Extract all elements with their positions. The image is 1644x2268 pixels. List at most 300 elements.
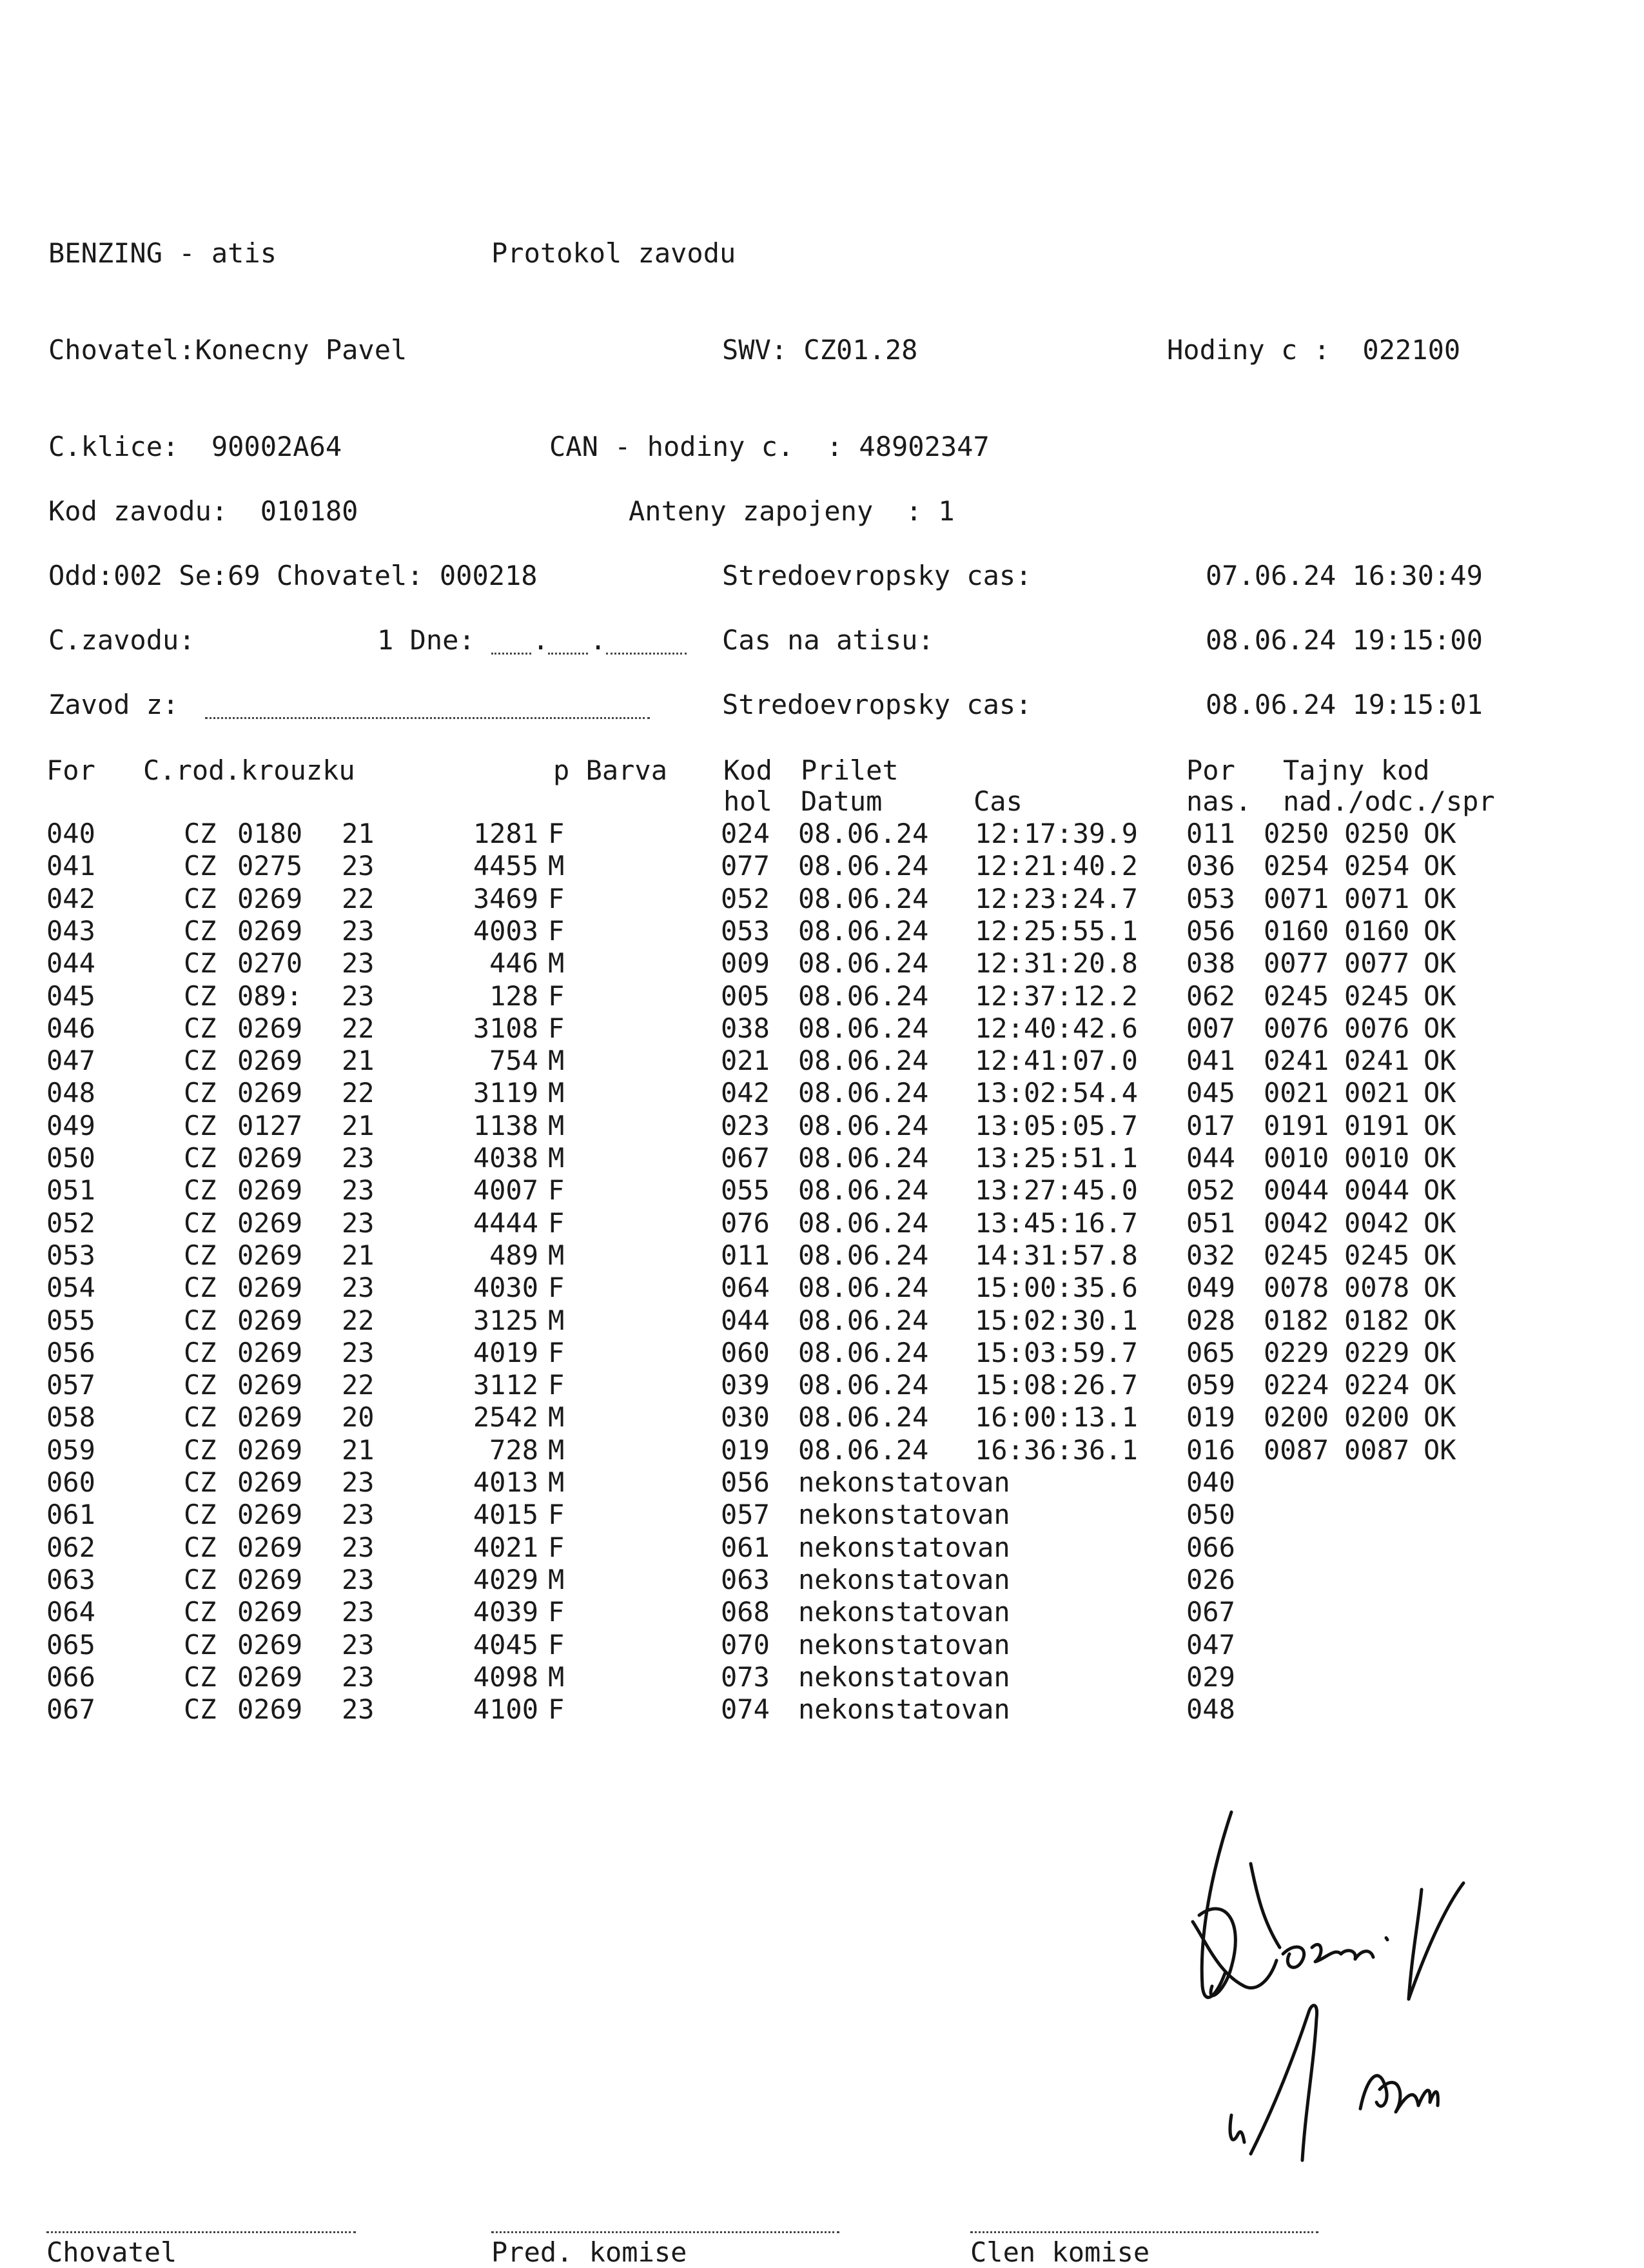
cell-datum: 08.06.24 (798, 1045, 929, 1076)
cell-spr: OK (1424, 1207, 1456, 1239)
cell-country: CZ (184, 1661, 217, 1693)
cell-odc: 0245 (1344, 1239, 1410, 1271)
cell-nas: 045 (1186, 1077, 1235, 1109)
cell-kod: 039 (721, 1369, 770, 1401)
cell-kod: 055 (721, 1174, 770, 1206)
cell-kod: 060 (721, 1337, 770, 1368)
cell-num: 4019 (473, 1337, 538, 1368)
odd-info: Odd:002 Se:69 Chovatel: 000218 (48, 560, 538, 591)
zavod-z-label: Zavod z: (48, 689, 179, 720)
cell-sex: M (548, 1466, 565, 1498)
cell-nad: 0010 (1264, 1142, 1329, 1174)
cell-datum: nekonstatovan (798, 1629, 1010, 1661)
cas-atisu-value: 08.06.24 19:15:00 (1206, 624, 1483, 656)
cell-year: 23 (342, 1207, 375, 1239)
klice-info: C.klice: 90002A64 (48, 431, 342, 462)
cell-datum: nekonstatovan (798, 1466, 1010, 1498)
cell-sex: F (548, 1532, 565, 1563)
cell-country: CZ (184, 1305, 217, 1336)
cell-odc: 0078 (1344, 1272, 1410, 1303)
cell-org: 0269 (237, 883, 303, 914)
stredo-label-2: Stredoevropsky cas: (722, 689, 1032, 720)
cell-country: CZ (184, 1045, 217, 1076)
cell-nad: 0254 (1264, 850, 1329, 882)
cell-datum: 08.06.24 (798, 850, 929, 882)
cell-num: 4003 (473, 915, 538, 947)
cell-sex: M (548, 1661, 565, 1693)
cell-kod: 076 (721, 1207, 770, 1239)
cell-sex: M (548, 1305, 565, 1336)
cell-por: 042 (46, 883, 95, 914)
cell-cas: 16:00:13.1 (975, 1401, 1138, 1433)
cell-por: 045 (46, 980, 95, 1012)
cell-year: 21 (342, 818, 375, 849)
cell-country: CZ (184, 1596, 217, 1628)
cell-datum: nekonstatovan (798, 1693, 1010, 1725)
cell-num: 4021 (473, 1532, 538, 1563)
cell-nas: 026 (1186, 1564, 1235, 1595)
cell-sex: M (548, 1239, 565, 1271)
cell-num: 446 (489, 947, 538, 979)
col-header-p-barva: p Barva (553, 754, 668, 786)
cell-kod: 053 (721, 915, 770, 947)
cell-kod: 009 (721, 947, 770, 979)
cell-datum: 08.06.24 (798, 1012, 929, 1044)
cell-org: 0269 (237, 1596, 303, 1628)
cell-country: CZ (184, 1077, 217, 1109)
cell-cas: 13:27:45.0 (975, 1174, 1138, 1206)
cell-country: CZ (184, 1434, 217, 1466)
sig-line-chovatel (46, 2231, 356, 2233)
cell-datum: 08.06.24 (798, 1401, 929, 1433)
cell-kod: 019 (721, 1434, 770, 1466)
cell-por: 053 (46, 1239, 95, 1271)
date-blank-month (548, 653, 588, 655)
cell-year: 21 (342, 1239, 375, 1271)
cell-year: 23 (342, 1272, 375, 1303)
cell-nad: 0182 (1264, 1305, 1329, 1336)
signature-2 (1212, 1973, 1470, 2167)
cell-datum: 08.06.24 (798, 1305, 929, 1336)
kod-zavodu-info: Kod zavodu: 010180 (48, 495, 358, 527)
cell-sex: F (548, 1337, 565, 1368)
cell-num: 4045 (473, 1629, 538, 1661)
cell-num: 4039 (473, 1596, 538, 1628)
cell-por: 065 (46, 1629, 95, 1661)
col-header-kod: Kod (723, 754, 772, 786)
cell-org: 0269 (237, 1434, 303, 1466)
cell-odc: 0010 (1344, 1142, 1410, 1174)
cell-odc: 0076 (1344, 1012, 1410, 1044)
cell-num: 4013 (473, 1466, 538, 1498)
cell-por: 050 (46, 1142, 95, 1174)
cell-odc: 0224 (1344, 1369, 1410, 1401)
cell-spr: OK (1424, 915, 1456, 947)
cell-por: 059 (46, 1434, 95, 1466)
cell-nas: 048 (1186, 1693, 1235, 1725)
cell-year: 23 (342, 980, 375, 1012)
cell-kod: 052 (721, 883, 770, 914)
cell-kod: 068 (721, 1596, 770, 1628)
cell-kod: 070 (721, 1629, 770, 1661)
cell-odc: 0182 (1344, 1305, 1410, 1336)
cell-odc: 0245 (1344, 980, 1410, 1012)
cell-country: CZ (184, 1564, 217, 1595)
cell-cas: 15:00:35.6 (975, 1272, 1138, 1303)
cell-spr: OK (1424, 1369, 1456, 1401)
cell-nas: 062 (1186, 980, 1235, 1012)
cell-country: CZ (184, 1693, 217, 1725)
cell-nad: 0191 (1264, 1110, 1329, 1141)
cell-num: 4007 (473, 1174, 538, 1206)
cell-spr: OK (1424, 1142, 1456, 1174)
cell-datum: nekonstatovan (798, 1564, 1010, 1595)
cell-nad: 0241 (1264, 1045, 1329, 1076)
c-zavodu-value: 1 Dne: (377, 624, 475, 656)
cell-cas: 15:03:59.7 (975, 1337, 1138, 1368)
cell-odc: 0191 (1344, 1110, 1410, 1141)
cell-kod: 038 (721, 1012, 770, 1044)
cell-country: CZ (184, 1337, 217, 1368)
cell-nas: 041 (1186, 1045, 1235, 1076)
cell-nas: 053 (1186, 883, 1235, 914)
cell-por: 062 (46, 1532, 95, 1563)
cell-por: 043 (46, 915, 95, 947)
cell-nas: 028 (1186, 1305, 1235, 1336)
cell-num: 128 (489, 980, 538, 1012)
cell-cas: 12:21:40.2 (975, 850, 1138, 882)
cell-nas: 067 (1186, 1596, 1235, 1628)
cell-cas: 13:45:16.7 (975, 1207, 1138, 1239)
cell-nas: 050 (1186, 1499, 1235, 1530)
cell-por: 057 (46, 1369, 95, 1401)
cell-org: 089: (237, 980, 303, 1012)
cell-odc: 0254 (1344, 850, 1410, 882)
cell-sex: F (548, 915, 565, 947)
cell-year: 22 (342, 1012, 375, 1044)
cell-kod: 021 (721, 1045, 770, 1076)
cell-org: 0269 (237, 1466, 303, 1498)
cell-num: 3108 (473, 1012, 538, 1044)
cell-sex: F (548, 1369, 565, 1401)
cell-country: CZ (184, 1272, 217, 1303)
cell-datum: 08.06.24 (798, 1110, 929, 1141)
cell-por: 040 (46, 818, 95, 849)
cell-kod: 061 (721, 1532, 770, 1563)
col-header-kod-sub: hol (723, 785, 772, 817)
cell-num: 4038 (473, 1142, 538, 1174)
cell-country: CZ (184, 1012, 217, 1044)
cell-por: 052 (46, 1207, 95, 1239)
col-header-cas: Cas (974, 785, 1023, 817)
cell-sex: F (548, 1012, 565, 1044)
cell-year: 22 (342, 1369, 375, 1401)
cell-datum: nekonstatovan (798, 1596, 1010, 1628)
cell-kod: 077 (721, 850, 770, 882)
cell-country: CZ (184, 947, 217, 979)
cell-year: 23 (342, 1466, 375, 1498)
cell-year: 20 (342, 1401, 375, 1433)
cell-year: 21 (342, 1434, 375, 1466)
cell-num: 4029 (473, 1564, 538, 1595)
cell-odc: 0200 (1344, 1401, 1410, 1433)
cell-nad: 0076 (1264, 1012, 1329, 1044)
anteny-info: Anteny zapojeny : 1 (629, 495, 955, 527)
cell-odc: 0021 (1344, 1077, 1410, 1109)
cell-odc: 0077 (1344, 947, 1410, 979)
cell-org: 0269 (237, 1337, 303, 1368)
cell-org: 0269 (237, 1532, 303, 1563)
cell-kod: 074 (721, 1693, 770, 1725)
hodiny-info: Hodiny c : 022100 (1167, 334, 1461, 366)
cell-country: CZ (184, 883, 217, 914)
cell-kod: 044 (721, 1305, 770, 1336)
cell-nad: 0200 (1264, 1401, 1329, 1433)
cell-odc: 0044 (1344, 1174, 1410, 1206)
cell-num: 754 (489, 1045, 538, 1076)
col-header-tajny: Tajny kod (1283, 754, 1430, 786)
cell-num: 4030 (473, 1272, 538, 1303)
cell-nas: 017 (1186, 1110, 1235, 1141)
cell-datum: 08.06.24 (798, 1369, 929, 1401)
cell-sex: M (548, 1045, 565, 1076)
cell-country: CZ (184, 1401, 217, 1433)
cell-odc: 0241 (1344, 1045, 1410, 1076)
cell-nad: 0077 (1264, 947, 1329, 979)
cell-year: 23 (342, 915, 375, 947)
cell-spr: OK (1424, 1337, 1456, 1368)
cell-cas: 16:36:36.1 (975, 1434, 1138, 1466)
cell-sex: F (548, 980, 565, 1012)
cell-datum: 08.06.24 (798, 1174, 929, 1206)
cell-num: 3125 (473, 1305, 538, 1336)
cell-nad: 0160 (1264, 915, 1329, 947)
c-zavodu-label: C.zavodu: (48, 624, 195, 656)
cell-spr: OK (1424, 818, 1456, 849)
cell-kod: 030 (721, 1401, 770, 1433)
cell-nas: 049 (1186, 1272, 1235, 1303)
header-title-left: BENZING - atis (48, 237, 277, 269)
cell-cas: 14:31:57.8 (975, 1239, 1138, 1271)
cell-kod: 011 (721, 1239, 770, 1271)
cell-num: 4455 (473, 850, 538, 882)
cell-sex: M (548, 1564, 565, 1595)
cell-por: 056 (46, 1337, 95, 1368)
cell-org: 0269 (237, 1045, 303, 1076)
cell-datum: 08.06.24 (798, 1077, 929, 1109)
cell-org: 0269 (237, 1629, 303, 1661)
cell-datum: nekonstatovan (798, 1499, 1010, 1530)
cell-country: CZ (184, 1466, 217, 1498)
cell-sex: M (548, 1110, 565, 1141)
cell-num: 728 (489, 1434, 538, 1466)
cell-spr: OK (1424, 947, 1456, 979)
cell-cas: 12:41:07.0 (975, 1045, 1138, 1076)
cell-year: 23 (342, 1499, 375, 1530)
cell-org: 0269 (237, 1272, 303, 1303)
cell-num: 4100 (473, 1693, 538, 1725)
cell-year: 23 (342, 1142, 375, 1174)
cell-cas: 15:02:30.1 (975, 1305, 1138, 1336)
cell-sex: F (548, 1499, 565, 1530)
cell-num: 2542 (473, 1401, 538, 1433)
cell-nas: 011 (1186, 818, 1235, 849)
cell-por: 054 (46, 1272, 95, 1303)
cell-org: 0269 (237, 1564, 303, 1595)
cell-country: CZ (184, 1532, 217, 1563)
col-header-krouzek: C.rod.krouzku (143, 754, 355, 786)
cell-org: 0269 (237, 1401, 303, 1433)
cell-nad: 0087 (1264, 1434, 1329, 1466)
chovatel-info: Chovatel:Konecny Pavel (48, 334, 407, 366)
cell-year: 23 (342, 1174, 375, 1206)
col-header-por-nas: Por (1186, 754, 1235, 786)
cell-num: 3119 (473, 1077, 538, 1109)
cell-spr: OK (1424, 850, 1456, 882)
swv-info: SWV: CZ01.28 (722, 334, 918, 366)
cell-country: CZ (184, 1499, 217, 1530)
cell-country: CZ (184, 1629, 217, 1661)
cell-nas: 016 (1186, 1434, 1235, 1466)
cell-year: 22 (342, 1077, 375, 1109)
cell-por: 046 (46, 1012, 95, 1044)
cell-year: 21 (342, 1110, 375, 1141)
cell-sex: M (548, 1077, 565, 1109)
cell-country: CZ (184, 1239, 217, 1271)
cell-org: 0269 (237, 1693, 303, 1725)
cell-nas: 056 (1186, 915, 1235, 947)
cell-datum: 08.06.24 (798, 915, 929, 947)
cell-odc: 0160 (1344, 915, 1410, 947)
cell-por: 067 (46, 1693, 95, 1725)
cell-por: 041 (46, 850, 95, 882)
cell-datum: 08.06.24 (798, 980, 929, 1012)
cell-spr: OK (1424, 1012, 1456, 1044)
cell-num: 1281 (473, 818, 538, 849)
zavod-z-blank (205, 717, 650, 719)
date-blank-day (491, 653, 531, 655)
cell-datum: 08.06.24 (798, 818, 929, 849)
cell-por: 051 (46, 1174, 95, 1206)
cell-odc: 0087 (1344, 1434, 1410, 1466)
cell-spr: OK (1424, 1434, 1456, 1466)
cell-cas: 13:05:05.7 (975, 1110, 1138, 1141)
cell-country: CZ (184, 1207, 217, 1239)
stredo-label-1: Stredoevropsky cas: (722, 560, 1032, 591)
cell-country: CZ (184, 850, 217, 882)
cell-cas: 12:17:39.9 (975, 818, 1138, 849)
cell-nas: 032 (1186, 1239, 1235, 1271)
cell-org: 0127 (237, 1110, 303, 1141)
cell-nas: 065 (1186, 1337, 1235, 1368)
cell-cas: 15:08:26.7 (975, 1369, 1138, 1401)
cell-nad: 0021 (1264, 1077, 1329, 1109)
cell-datum: 08.06.24 (798, 1207, 929, 1239)
cell-cas: 12:31:20.8 (975, 947, 1138, 979)
cell-nad: 0078 (1264, 1272, 1329, 1303)
cell-year: 23 (342, 1661, 375, 1693)
cell-por: 061 (46, 1499, 95, 1530)
can-info: CAN - hodiny c. : 48902347 (549, 431, 990, 462)
col-header-tajny-sub: nad./odc./spr (1283, 785, 1495, 817)
cell-org: 0269 (237, 1142, 303, 1174)
cell-nad: 0250 (1264, 818, 1329, 849)
cell-odc: 0071 (1344, 883, 1410, 914)
cell-cas: 12:40:42.6 (975, 1012, 1138, 1044)
cell-sex: F (548, 883, 565, 914)
cell-year: 22 (342, 1305, 375, 1336)
cell-kod: 005 (721, 980, 770, 1012)
cell-por: 058 (46, 1401, 95, 1433)
cell-sex: F (548, 1693, 565, 1725)
cell-cas: 12:23:24.7 (975, 883, 1138, 914)
cell-num: 1138 (473, 1110, 538, 1141)
cell-country: CZ (184, 1142, 217, 1174)
footer-clen-komise: Clen komise (970, 2236, 1150, 2268)
cell-num: 4098 (473, 1661, 538, 1693)
cell-nad: 0229 (1264, 1337, 1329, 1368)
date-sep: . (590, 624, 607, 656)
footer-pred-komise: Pred. komise (491, 2236, 687, 2268)
cell-datum: 08.06.24 (798, 1142, 929, 1174)
cell-por: 066 (46, 1661, 95, 1693)
cell-cas: 13:25:51.1 (975, 1142, 1138, 1174)
cell-org: 0269 (237, 1305, 303, 1336)
cell-nas: 066 (1186, 1532, 1235, 1563)
cell-sex: M (548, 1401, 565, 1433)
cell-year: 23 (342, 850, 375, 882)
cell-org: 0269 (237, 1499, 303, 1530)
cell-nas: 051 (1186, 1207, 1235, 1239)
stredo-value-1: 07.06.24 16:30:49 (1206, 560, 1483, 591)
cell-kod: 023 (721, 1110, 770, 1141)
cell-spr: OK (1424, 1239, 1456, 1271)
cell-org: 0269 (237, 1239, 303, 1271)
cell-sex: F (548, 1272, 565, 1303)
cell-year: 23 (342, 1564, 375, 1595)
cell-sex: M (548, 947, 565, 979)
cell-nas: 019 (1186, 1401, 1235, 1433)
cell-org: 0275 (237, 850, 303, 882)
cell-nas: 047 (1186, 1629, 1235, 1661)
cell-num: 3112 (473, 1369, 538, 1401)
cell-year: 21 (342, 1045, 375, 1076)
cell-kod: 063 (721, 1564, 770, 1595)
cell-num: 4444 (473, 1207, 538, 1239)
cell-odc: 0042 (1344, 1207, 1410, 1239)
cell-spr: OK (1424, 1174, 1456, 1206)
cell-sex: F (548, 1174, 565, 1206)
cell-org: 0269 (237, 1661, 303, 1693)
cell-por: 060 (46, 1466, 95, 1498)
cell-datum: 08.06.24 (798, 1239, 929, 1271)
cell-odc: 0229 (1344, 1337, 1410, 1368)
cell-country: CZ (184, 1369, 217, 1401)
cell-num: 489 (489, 1239, 538, 1271)
cell-year: 23 (342, 1532, 375, 1563)
cell-nad: 0071 (1264, 883, 1329, 914)
cell-nas: 038 (1186, 947, 1235, 979)
cell-spr: OK (1424, 1045, 1456, 1076)
cell-num: 4015 (473, 1499, 538, 1530)
cell-sex: F (548, 1207, 565, 1239)
cell-org: 0269 (237, 915, 303, 947)
cell-datum: 08.06.24 (798, 1272, 929, 1303)
col-header-por-nas-sub: nas. (1186, 785, 1252, 817)
header-title-right: Protokol zavodu (491, 237, 736, 269)
cell-kod: 056 (721, 1466, 770, 1498)
cell-sex: M (548, 1142, 565, 1174)
